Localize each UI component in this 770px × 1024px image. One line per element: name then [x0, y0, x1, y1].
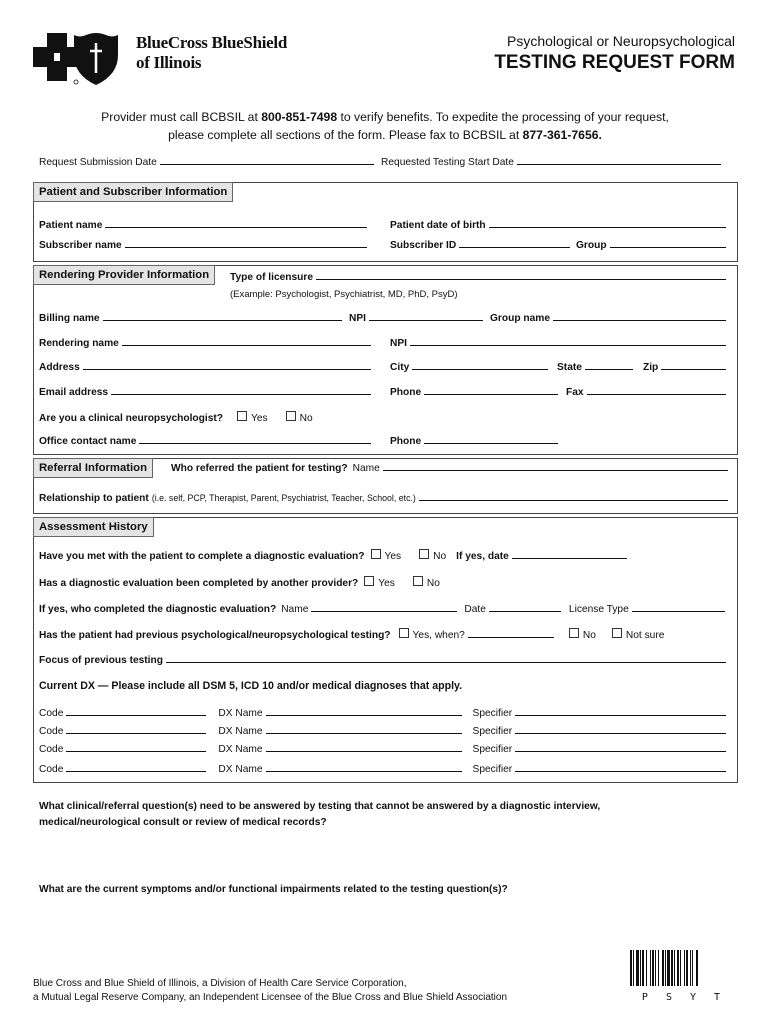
dx-code-field[interactable] — [66, 706, 206, 716]
dx-code-field[interactable] — [66, 724, 206, 734]
footer-text: Blue Cross and Blue Shield of Illinois, a Division of Health Care Service Corporation, a Mutual Legal Reserve Company, an Independent Licensee of the Blue Cross and Blue Shield Association — [33, 978, 508, 1003]
patient-name-field[interactable] — [105, 219, 367, 228]
billing-name-row: Billing name — [39, 312, 342, 324]
subscriber-id-row: Subscriber ID — [390, 239, 570, 251]
provider-section-tab: Rendering Provider Information — [33, 265, 215, 285]
dx-row: Code DX Name Specifier — [39, 706, 726, 719]
subscriber-name-row: Subscriber name — [39, 239, 367, 251]
zip-row: Zip — [643, 361, 726, 373]
q4-when-field[interactable] — [468, 628, 554, 638]
q1-yes-checkbox[interactable] — [371, 549, 381, 559]
barcode-icon — [630, 950, 738, 986]
q4-no-checkbox[interactable] — [569, 628, 579, 638]
dx-code-field[interactable] — [66, 742, 206, 752]
q4-row: Has the patient had previous psychological/neuropsychological testing? Yes, when? No Not sure — [39, 630, 665, 641]
form-subtitle: Psychological or Neuropsychological — [506, 33, 735, 49]
licensure-field[interactable] — [316, 271, 726, 280]
q1-row: Have you met with the patient to complete a diagnostic evaluation? Yes No If yes, date — [39, 549, 627, 562]
q2-row: Has a diagnostic evaluation been completed by another provider? Yes No — [39, 578, 440, 589]
bcbs-cross-shield-icon — [33, 33, 133, 89]
dx-specifier-field[interactable] — [515, 743, 726, 752]
requested-start-date-field[interactable] — [517, 156, 721, 165]
dob-field[interactable] — [489, 219, 726, 228]
form-title: TESTING REQUEST FORM — [494, 52, 735, 73]
dx-name-field[interactable] — [266, 724, 462, 734]
office-contact-row: Office contact name — [39, 435, 371, 447]
q3-license-field[interactable] — [632, 603, 725, 612]
patient-section-tab: Patient and Subscriber Information — [33, 182, 233, 202]
referred-by-row: Who referred the patient for testing? Name — [171, 462, 728, 474]
email-row: Email address — [39, 386, 371, 398]
billing-name-field[interactable] — [103, 312, 342, 321]
neuropsychologist-row: Are you a clinical neuropsychologist? Yes No — [39, 413, 313, 424]
q2-no-checkbox[interactable] — [413, 576, 423, 586]
fax-row: Fax — [566, 386, 726, 398]
dob-row: Patient date of birth — [390, 219, 726, 231]
phone-field[interactable] — [424, 386, 558, 395]
state-field[interactable] — [585, 361, 633, 370]
request-submission-date-field[interactable] — [160, 156, 374, 165]
rendering-npi-row: NPI — [390, 337, 726, 349]
zip-field[interactable] — [661, 361, 726, 370]
city-row: City — [390, 361, 548, 373]
clinical-question: What clinical/referral question(s) need to be answered by testing that cannot be answered by a diagnostic interview, medical/neurological consult or review of medical records? — [39, 801, 601, 828]
dx-specifier-field[interactable] — [515, 707, 726, 716]
rendering-npi-field[interactable] — [410, 337, 726, 346]
address-row: Address — [39, 361, 371, 373]
fax-field[interactable] — [587, 386, 726, 395]
subscriber-name-field[interactable] — [125, 239, 367, 248]
group-name-field[interactable] — [553, 312, 726, 321]
q1-date-field[interactable] — [512, 549, 627, 559]
symptoms-question: What are the current symptoms and/or functional impairments related to the testing question(s)? — [39, 884, 508, 895]
office-phone-field[interactable] — [424, 435, 558, 444]
licensure-example: (Example: Psychologist, Psychiatrist, MD, PhD, PsyD) — [230, 289, 458, 300]
subscriber-id-field[interactable] — [459, 239, 570, 248]
rendering-name-field[interactable] — [122, 337, 371, 346]
barcode — [630, 950, 738, 1003]
intro-text: Provider must call BCBSIL at 800-851-7498 to verify benefits. To expedite the processing of your request, please complete all sections of the form. Please fax to BCBSIL at 877-361-7656. — [101, 110, 669, 142]
focus-row: Focus of previous testing — [39, 654, 726, 666]
neuro-no-checkbox[interactable] — [286, 411, 296, 421]
dx-code-field[interactable] — [66, 762, 206, 772]
q4-not-sure-checkbox[interactable] — [612, 628, 622, 638]
fax-number: 877-361-7656. — [522, 128, 602, 142]
brand-name — [136, 33, 287, 73]
phone-row: Phone — [390, 386, 558, 398]
q2-yes-checkbox[interactable] — [364, 576, 374, 586]
q3-name-field[interactable] — [311, 602, 457, 612]
dx-specifier-field[interactable] — [515, 763, 726, 772]
dx-name-field[interactable] — [266, 706, 462, 716]
dx-specifier-field[interactable] — [515, 725, 726, 734]
dx-name-field[interactable] — [266, 742, 462, 752]
dx-row: Code DX Name Specifier — [39, 742, 726, 755]
brand-line2: of Illinois — [136, 53, 202, 72]
billing-npi-field[interactable] — [369, 312, 483, 321]
dx-row: Code DX Name Specifier — [39, 724, 726, 737]
q3-row: If yes, who completed the diagnostic evaluation? Name Date License Type — [39, 602, 725, 615]
office-contact-field[interactable] — [139, 435, 371, 444]
city-field[interactable] — [412, 361, 548, 370]
dx-name-field[interactable] — [266, 762, 462, 772]
relationship-row: Relationship to patient (i.e. self, PCP, Therapist, Parent, Psychiatrist, Teacher, School, etc.) — [39, 492, 728, 504]
group-name-row: Group name — [490, 312, 726, 324]
assessment-section-tab: Assessment History — [33, 517, 154, 537]
focus-field[interactable] — [166, 654, 726, 663]
barcode-text: P S Y T — [641, 992, 727, 1003]
q3-date-field[interactable] — [489, 602, 561, 612]
requested-start-date-row: Requested Testing Start Date — [381, 156, 721, 168]
referral-section-tab: Referral Information — [33, 458, 153, 478]
billing-npi-row: NPI — [349, 312, 483, 324]
office-phone-row: Phone — [390, 435, 558, 447]
dx-row: Code DX Name Specifier — [39, 762, 726, 775]
address-field[interactable] — [83, 361, 371, 370]
neuro-yes-checkbox[interactable] — [237, 411, 247, 421]
q4-yes-checkbox[interactable] — [399, 628, 409, 638]
request-submission-date-row: Request Submission Date — [39, 156, 374, 168]
current-dx-heading: Current DX — Please include all DSM 5, ICD 10 and/or medical diagnoses that apply. — [39, 680, 463, 692]
bcbs-logo — [33, 33, 133, 89]
group-field[interactable] — [610, 239, 726, 248]
group-row: Group — [576, 239, 726, 251]
state-row: State — [557, 361, 633, 373]
rendering-name-row: Rendering name — [39, 337, 371, 349]
email-field[interactable] — [111, 386, 371, 395]
q1-no-checkbox[interactable] — [419, 549, 429, 559]
patient-name-row: Patient name — [39, 219, 367, 231]
licensure-row: Type of licensure — [230, 271, 726, 283]
relationship-field[interactable] — [419, 492, 728, 501]
verify-phone: 800-851-7498 — [261, 110, 338, 124]
brand-line1: BlueCross BlueShield — [136, 33, 287, 52]
referred-by-name-field[interactable] — [383, 462, 728, 471]
